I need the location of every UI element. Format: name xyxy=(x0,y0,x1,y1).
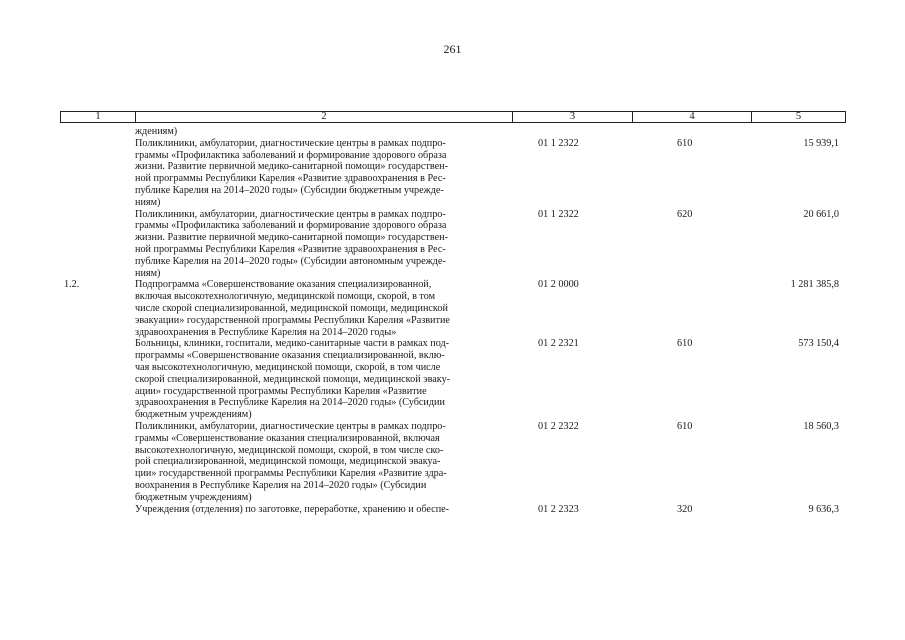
description-line: ждениям) xyxy=(135,126,178,137)
row-type-cell xyxy=(632,279,751,338)
row-code: 01 1 2322 xyxy=(538,208,579,220)
description-line: эвакуации» государственной программы Республики Карелия «Развитие xyxy=(135,314,450,326)
row-description xyxy=(135,338,512,421)
row-code-cell xyxy=(512,126,632,138)
row-type: 610 xyxy=(677,420,693,432)
description-line: Поликлиники, амбулатории, диагностические центры в рамках подпро- xyxy=(135,137,446,149)
description-line: чая высокотехнологичную, медицинской помощи, скорой, в том числе xyxy=(135,361,441,373)
row-code: 01 2 2323 xyxy=(538,503,579,515)
table-row xyxy=(60,338,846,421)
row-number-cell xyxy=(60,138,78,209)
row-type-cell xyxy=(632,421,751,504)
row-code: 01 2 0000 xyxy=(538,279,579,291)
row-amount: 573 150,4 xyxy=(798,338,839,350)
table-body xyxy=(60,126,846,515)
row-description xyxy=(135,126,512,138)
description-line: здравоохранения в Республике Карелия на 2014–2020 годы» (Субсидии xyxy=(135,397,445,409)
header-col-2: 2 xyxy=(136,112,513,122)
row-description xyxy=(135,421,512,504)
row-code-cell xyxy=(512,421,632,504)
row-code-cell xyxy=(512,338,632,421)
description-line: программы «Совершенствование оказания специализированной, вклю- xyxy=(135,350,445,362)
row-number-cell xyxy=(60,126,78,138)
description-line: жизни. Развитие первичной медико-санитарной помощи» государствен- xyxy=(135,161,448,173)
row-code: 01 1 2322 xyxy=(538,137,579,149)
row-amount: 1 281 385,8 xyxy=(790,279,839,291)
description-line: бюджетным учреждениям) xyxy=(135,409,252,421)
description-line: Подпрограмма «Совершенствование оказания специализированной, xyxy=(135,279,432,291)
row-code-cell xyxy=(512,138,632,209)
description-line: Поликлиники, амбулатории, диагностические центры в рамках подпро- xyxy=(135,208,446,220)
row-type-cell xyxy=(632,209,751,280)
row-number-cell xyxy=(60,338,78,421)
table-row xyxy=(60,279,846,338)
table-header xyxy=(60,111,846,123)
description-line: публике Карелия на 2014–2020 годы» (Субсидии автономным учрежде- xyxy=(135,255,446,267)
table-row xyxy=(60,126,846,138)
description-line: публике Карелия на 2014–2020 годы» (Субсидии бюджетным учрежде- xyxy=(135,184,444,196)
row-number: 1.2. xyxy=(64,279,80,291)
row-description xyxy=(135,279,512,338)
description-line: Поликлиники, амбулатории, диагностические центры в рамках подпро- xyxy=(135,420,446,432)
description-line: ции» государственной программы Республики Карелия «Развитие здра- xyxy=(135,468,447,480)
description-line: высокотехнологичную, медицинской помощи, скорой, в том числе ско- xyxy=(135,444,444,456)
row-type-cell xyxy=(632,126,751,138)
description-line: ниям) xyxy=(135,267,161,279)
description-line: Больницы, клиники, госпитали, медико-санитарные части в рамках под- xyxy=(135,338,450,350)
row-type: 320 xyxy=(677,503,693,515)
row-amount: 9 636,3 xyxy=(808,503,839,515)
description-line: бюджетным учреждениям) xyxy=(135,491,252,503)
row-type-cell xyxy=(632,504,751,516)
row-number-cell xyxy=(60,421,78,504)
row-type-cell xyxy=(632,338,751,421)
row-code: 01 2 2321 xyxy=(538,338,579,350)
row-code: 01 2 2322 xyxy=(538,420,579,432)
row-description xyxy=(135,138,512,209)
table-row xyxy=(60,209,846,280)
table-row xyxy=(60,504,846,516)
description-line: граммы «Профилактика заболеваний и формирование здорового образа xyxy=(135,149,447,161)
description-line: ной программы Республики Карелия «Развитие здравоохранения в Рес- xyxy=(135,243,446,255)
header-col-5: 5 xyxy=(795,111,802,122)
description-line: жизни. Развитие первичной медико-санитарной помощи» государствен- xyxy=(135,232,448,244)
description-line: здравоохранения в Республике Карелия на 2014–2020 годы» xyxy=(135,326,397,338)
description-line: ниям) xyxy=(135,196,161,208)
row-code-cell xyxy=(512,504,632,516)
header-col-4: 4 xyxy=(633,112,752,122)
description-line: Учреждения (отделения) по заготовке, переработке, хранению и обеспе- xyxy=(135,503,450,515)
row-amount xyxy=(751,126,844,138)
description-line: ной программы Республики Карелия «Развитие здравоохранения в Рес- xyxy=(135,173,446,185)
description-line: рой специализированной, медицинской помощи, медицинской эвакуа- xyxy=(135,456,441,468)
description-line: включая высокотехнологичную, медицинской помощи, скорой, в том xyxy=(135,291,436,303)
row-number-cell xyxy=(60,209,78,280)
row-number-cell xyxy=(60,279,78,338)
description-line: ации» государственной программы Республики Карелия «Развитие xyxy=(135,385,427,397)
row-number-cell xyxy=(60,504,78,516)
table-row xyxy=(60,138,846,209)
table-row xyxy=(60,421,846,504)
row-code-cell xyxy=(512,209,632,280)
row-description xyxy=(135,209,512,280)
description-line: числе скорой специализированной, медицинской помощи, медицинской xyxy=(135,302,448,314)
row-amount: 20 661,0 xyxy=(803,208,839,220)
header-col-3: 3 xyxy=(513,112,633,122)
row-type: 610 xyxy=(677,137,693,149)
description-line: граммы «Профилактика заболеваний и формирование здорового образа xyxy=(135,220,447,232)
row-code-cell xyxy=(512,279,632,338)
row-amount: 18 560,3 xyxy=(803,420,839,432)
row-type: 620 xyxy=(677,208,693,220)
row-description xyxy=(135,504,512,516)
description-line: скорой специализированной, медицинской помощи, медицинской эваку- xyxy=(135,373,451,385)
header-col-1: 1 xyxy=(61,112,136,122)
row-type: 610 xyxy=(677,338,693,350)
row-amount: 15 939,1 xyxy=(803,137,839,149)
page-number: 261 xyxy=(443,42,462,56)
row-type-cell xyxy=(632,138,751,209)
description-line: воохранения в Республике Карелия на 2014–2020 годы» (Субсидии xyxy=(135,479,427,491)
description-line: граммы «Совершенствование оказания специализированной, включая xyxy=(135,432,440,444)
